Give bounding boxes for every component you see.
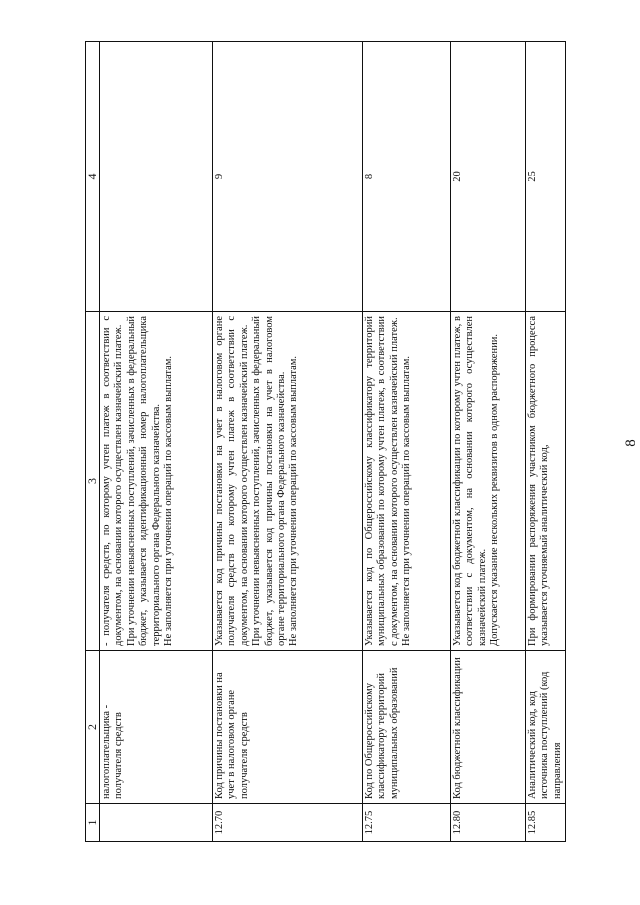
row-name: Код по Общероссийскому классификатору территорий муниципальных образований [363, 651, 451, 804]
description-paragraph: Указывается код причины постановки на учет в налоговом органе получателя средств по которому учтен платеж в соответствии с документом, на основании которого осуществлен казначейский платеж. [214, 316, 250, 646]
description-paragraph: - получателя средств, по которому учтен платеж в соответствии с документом, на основании которого осуществлен казначейский платеж. [101, 316, 125, 646]
table-header-row [86, 42, 100, 842]
column-header: 3 [86, 312, 100, 651]
requisites-table [85, 41, 566, 842]
row-code [100, 804, 213, 842]
description-paragraph: Допускается указание нескольких реквизитов в одном распоряжении. [489, 334, 501, 646]
row-description [451, 312, 526, 651]
rotated-page-content [85, 42, 639, 842]
row-name: Аналитический код, код источника поступлений (код направления [526, 651, 566, 804]
column-header: 2 [86, 651, 100, 804]
row-size [100, 42, 213, 312]
row-description [526, 312, 566, 651]
description-paragraph: При уточнении невыясненных поступлений, зачисленных в федеральный бюджет, указывается код причины постановки на учет в налоговом органе территориального органа Федерального казначейства. [251, 316, 288, 646]
description-paragraph: При формировании распоряжения участником бюджетного процесса указывается уточняемый аналитический код, [527, 316, 551, 646]
column-header: 4 [86, 42, 100, 312]
row-size: 8 [363, 42, 451, 312]
row-description [213, 312, 363, 651]
row-name: Код причины постановки на учет в налоговом органе получателя средств [213, 651, 363, 804]
row-code: 12.70 [213, 804, 363, 842]
row-code: 12.80 [451, 804, 526, 842]
description-paragraph: При уточнении невыясненных поступлений, зачисленных в федеральный бюджет, указывается идентификационный номер налогоплательщика территориального органа Федерального казначейства. [125, 316, 162, 646]
description-paragraph: Не заполняется при уточнении операций по кассовым выплатам. [163, 355, 175, 646]
row-size: 20 [451, 42, 526, 312]
row-size: 9 [213, 42, 363, 312]
description-paragraph: Не заполняется при уточнении операций по кассовым выплатам. [288, 355, 300, 646]
description-paragraph: Указывается код бюджетной классификации по которому учтен платеж, в соответствии с документом, на основании которого осуществлен казначейский платеж. [452, 316, 488, 646]
row-code: 12.85 [526, 804, 566, 842]
page-number: 8 [623, 439, 639, 447]
row-size: 25 [526, 42, 566, 312]
row-name: налогоплательщика - получателя средств [100, 651, 213, 804]
table-row [100, 42, 213, 842]
row-description [100, 312, 213, 651]
description-paragraph: Не заполняется при уточнении операций по кассовым выплатам. [401, 355, 413, 646]
table-row [451, 42, 526, 842]
table-row [213, 42, 363, 842]
column-header: 1 [86, 804, 100, 842]
table-row [363, 42, 451, 842]
row-description [363, 312, 451, 651]
row-name: Код бюджетной классификации [451, 651, 526, 804]
description-paragraph: Указывается код по Общероссийскому классификатору территорий муниципальных образований по которому учтен платеж, в соответствии с документом, на основании которого осуществлен казначейский платеж. [364, 316, 400, 646]
table-row [526, 42, 566, 842]
row-code: 12.75 [363, 804, 451, 842]
